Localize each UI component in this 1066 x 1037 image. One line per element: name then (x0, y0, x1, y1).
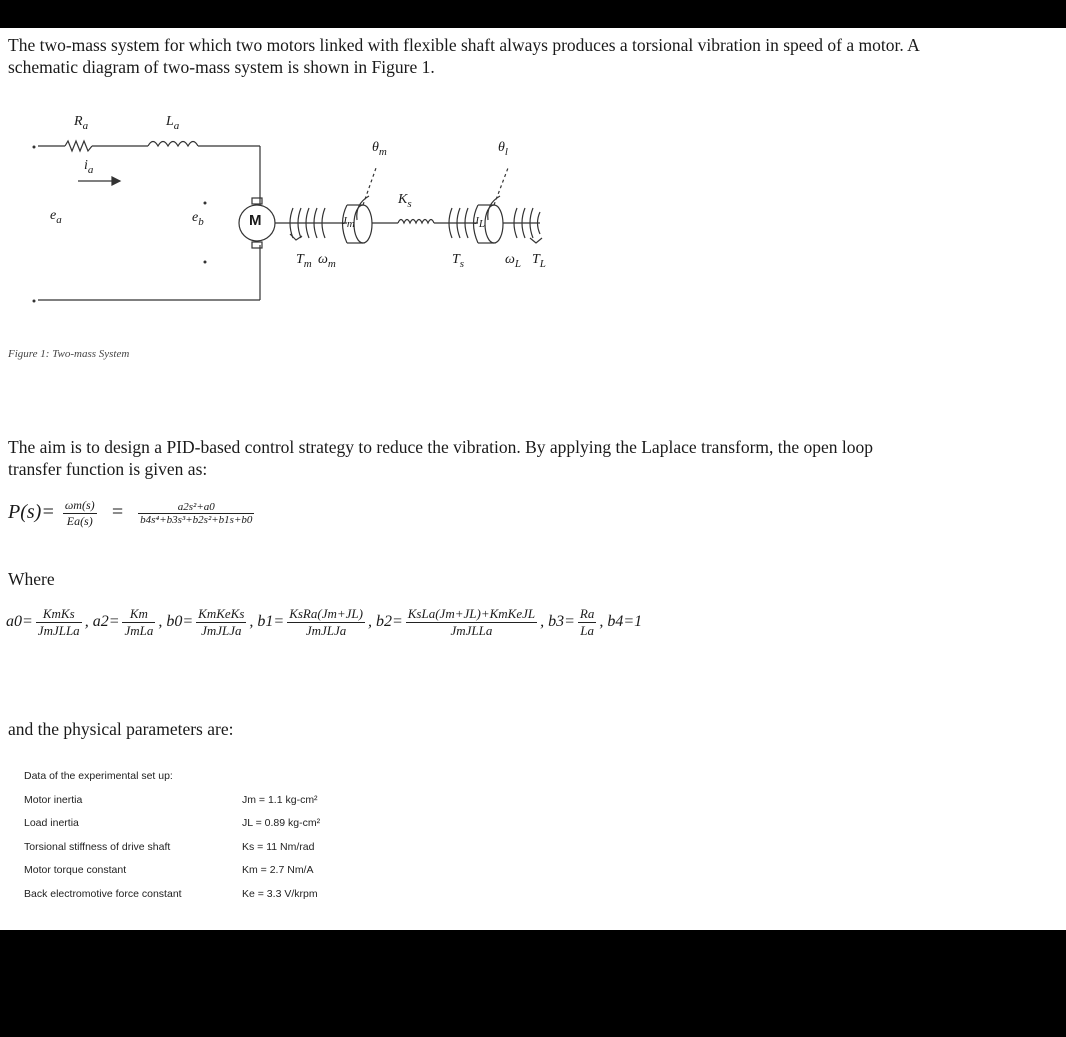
label-Jm: $J_m$ (342, 215, 355, 231)
label-ia: $i_a$ (84, 158, 94, 176)
label-theta-l: $\theta_l$ (498, 140, 508, 158)
aim-line-1: The aim is to design a PID-based control strategy to reduce the vibration. By applying the Laplace transform, the open loop (8, 437, 874, 457)
label-theta-m: $\theta_m$ (372, 140, 387, 158)
label-wl: $\omega_L$ (505, 252, 522, 270)
coefficient-definitions: a0= $\frac{\text{KmKs}}{\text{JmJLLa}}$ , a2= $\frac{Km}{\text{JmLa}}$ , b0= $\frac{\text{KmKeKs}}{\text{JmJLJa}}$ , b1= $\frac{\text{KsRa(Jm+JL)}}{\text{JmJLJa}}$ , b2= $\frac{\text{KsLa(Jm+JL)+KmKeJL}}{\text{JmJLLa}}$ , b3= $\frac{Ra}{La}$ , b4=1 (6, 606, 643, 638)
b1-lhs: b1= (257, 613, 285, 631)
label-Tm: $T_m$ (296, 252, 312, 270)
tf-equals: = (110, 501, 125, 524)
tf-poly-num: a2s²+a0 (138, 501, 254, 514)
b0-lhs: b0= (166, 613, 194, 631)
two-mass-schematic (20, 110, 580, 310)
intro-line-1: The two-mass system for which two motors linked with flexible shaft always produces a torsional vibration in speed of a motor. A (8, 35, 920, 55)
tf-ratio-den: Ea(s) (66, 514, 93, 528)
intro-line-2: schematic diagram of two-mass system is shown in Figure 1. (8, 57, 435, 77)
transfer-function (8, 498, 257, 529)
label-wm: $\omega_m$ (318, 252, 336, 270)
label-TL: $T_L$ (532, 252, 546, 270)
a0-frac: $\frac{\text{KmKs}}{\text{JmJLLa}}$ (37, 606, 80, 638)
motor-label: M (249, 212, 262, 229)
b1-frac: $\frac{\text{KsRa(Jm+JL)}}{\text{JmJLJa}}$ (289, 606, 363, 638)
b0-frac: $\frac{\text{KmKeKs}}{\text{JmJLJa}}$ (198, 606, 245, 638)
tf-ratio-num: ωm(s) (64, 498, 95, 512)
tf-ratio (63, 498, 97, 529)
params-intro: and the physical parameters are: (8, 719, 234, 739)
a2-lhs: a2= (92, 613, 120, 631)
where-label: Where (8, 569, 55, 589)
label-eb: $e_b$ (192, 210, 204, 228)
label-Jl: $J_L$ (474, 215, 486, 231)
b3-lhs: b3= (548, 613, 575, 631)
a2-frac: $\frac{Km}{\text{JmLa}}$ (124, 606, 154, 638)
label-Ts: $T_s$ (452, 252, 465, 270)
tf-lhs: P(s)= (8, 501, 55, 524)
b2-frac: $\frac{\text{KsLa(Jm+JL)+KmKeJL}}{\text{JmJLLa}}$ (407, 606, 536, 638)
tf-poly (138, 501, 254, 526)
a0-lhs: a0= (6, 613, 33, 631)
label-La: $L_a$ (166, 114, 180, 132)
tf-poly-den: b4s⁴+b3s³+b2s²+b1s+b0 (140, 514, 253, 526)
b3-frac: $\frac{Ra}{La}$ (579, 606, 595, 638)
document-page: The two-mass system for which two motors linked with flexible shaft always produces a torsional vibration in speed of a motor. A schematic diagram of two-mass system is shown in Figure 1. $R_a$ $L_a$ $i_a$ $e_a$ $e_b$ M $\theta_m$ $\theta_l$ $J_m$ $J_L$ $K_s$ $T_m$ $\omega_m$ $T_s$ $\omega_L$ $T_L$ Figure 1: Two-mass System The aim is to design a PID-based control strategy to reduce the vibration. By applying the Laplace transform, the open loop transfer function is given as: P(s)= $\frac{\omega m(s)}{Ea(s)}$ = $\frac{\text{a2s²+a0}}{\text{b4s⁴+b3s³+b2s²+b1s+b0}}$ Where a0= $\frac{\text{KmKs}}{\text{JmJLLa}}$ , a2= $\frac{Km}{\text{JmLa}}$ , b0= $\frac{\text{KmKeKs}}{\text{JmJLJa}}$ , b1= $\frac{\text{KsRa(Jm+JL)}}{\text{JmJLJa}}$ , b2= $\frac{\text{KsLa(Jm+JL)+KmKeJL}}{\text{JmJLLa}}$ , b3= $\frac{Ra}{La}$ , b4=1 and the physical parameters are: Data of the experimental set up: Motor inertia Jm = 1.1 kg-cm² Load inertia JL = 0.89 kg-cm² Torsional stiffness of drive shaft Ks = 11 Nm/rad Motor torque constant Km = 2.7 Nm/A Back electromotive force constant Ke = 3.3 V/krpm (0, 28, 1066, 930)
label-ea: $e_a$ (50, 208, 62, 226)
aim-line-2: transfer function is given as: (8, 459, 208, 479)
b2-lhs: b2= (375, 613, 403, 631)
figure-caption: Figure 1: Two-mass System (8, 348, 130, 360)
label-Ks: $K_s$ (398, 192, 412, 210)
b4-def: b4=1 (607, 613, 643, 631)
label-Ra: $R_a$ (74, 114, 89, 132)
